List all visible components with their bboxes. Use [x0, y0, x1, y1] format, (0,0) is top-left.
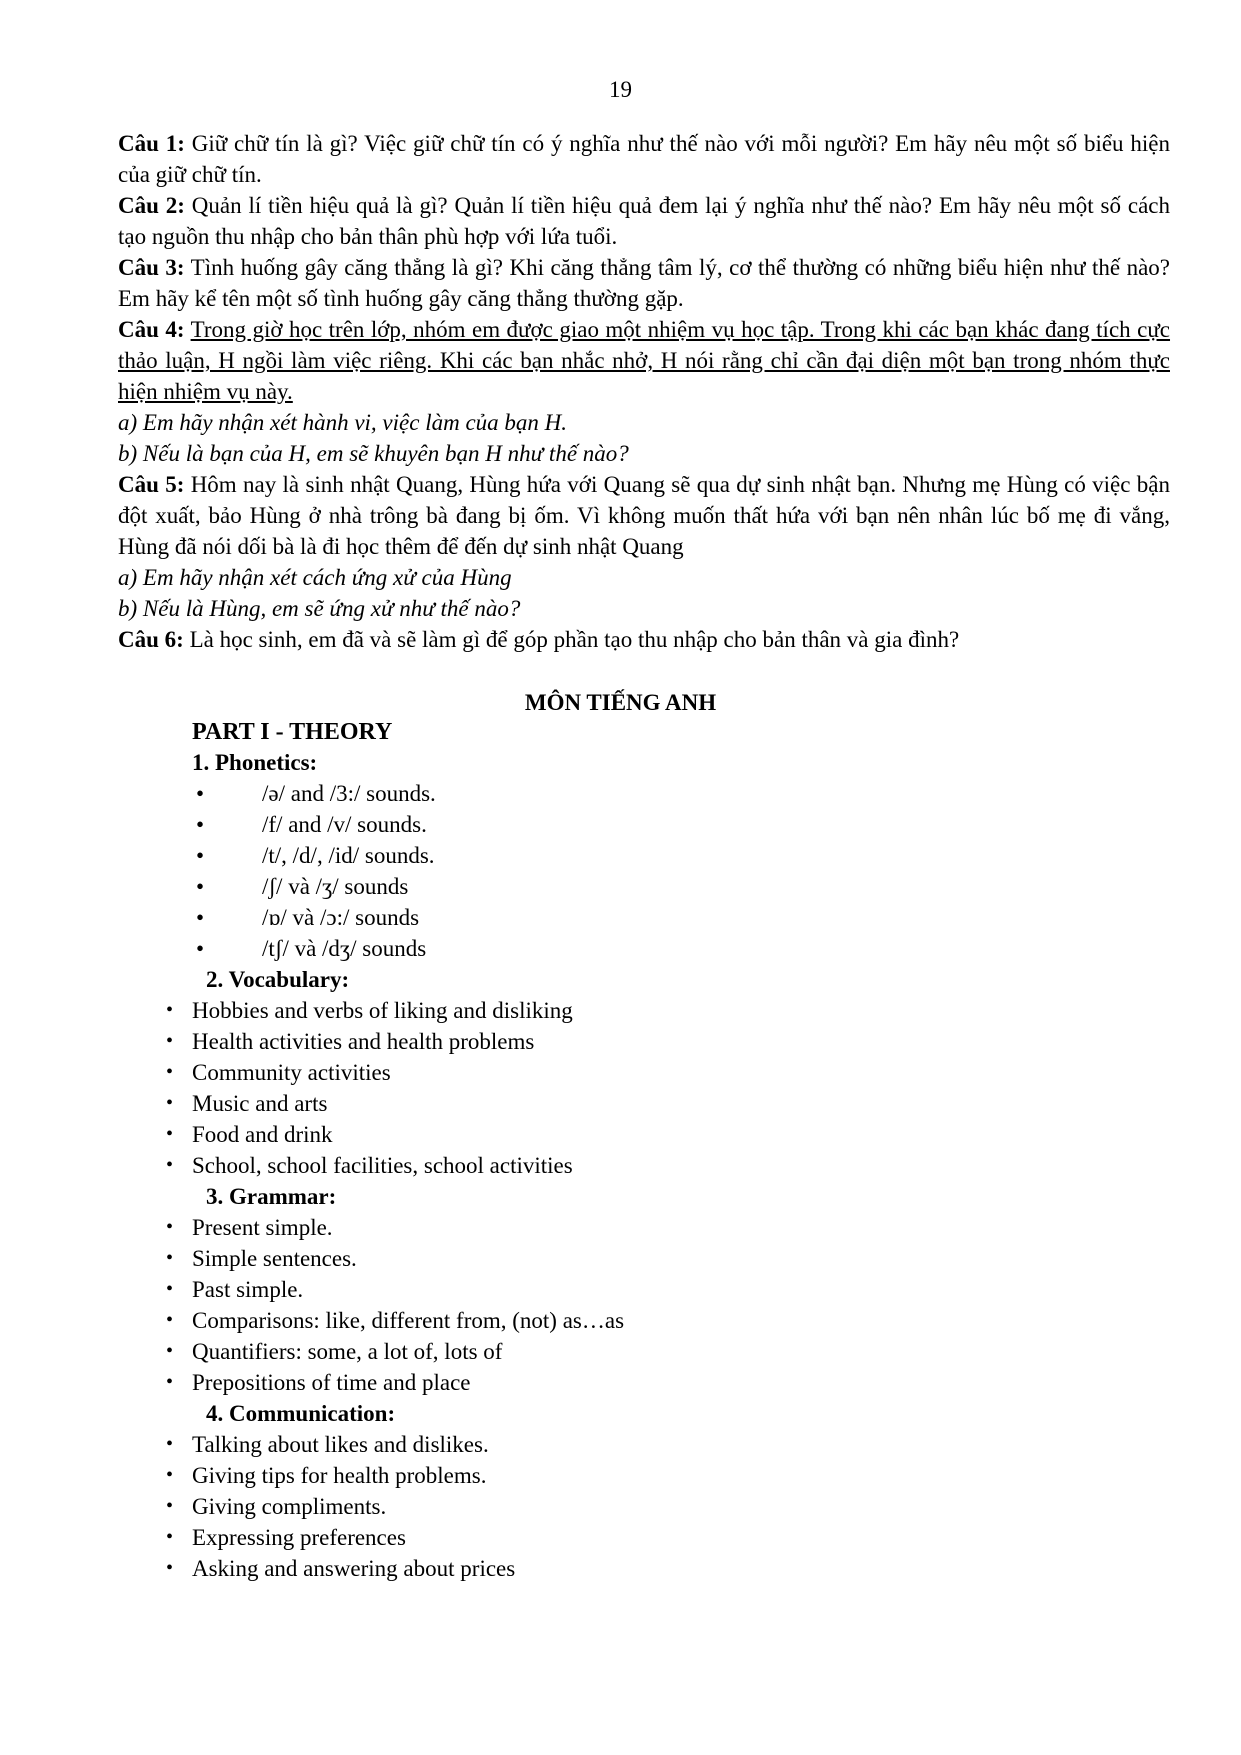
question-label: Câu 2:: [118, 193, 185, 218]
list-item-text: Community activities: [192, 1060, 391, 1085]
list-item-text: /f/ and /v/ sounds.: [262, 812, 427, 837]
bullet-icon: •: [196, 936, 205, 961]
bullet-icon: •: [166, 1123, 174, 1145]
bullet-icon: •: [166, 1216, 174, 1238]
bullet-icon: •: [166, 1154, 174, 1176]
question-label: Câu 6:: [118, 627, 184, 652]
bullet-icon: •: [166, 1340, 174, 1362]
list-item-text: Comparisons: like, different from, (not) as…as: [192, 1308, 625, 1333]
list-item-text: Present simple.: [192, 1215, 333, 1240]
question-6: [118, 624, 1170, 655]
question-text: Trong giờ học trên lớp, nhóm em được giao một nhiệm vụ học tập. Trong khi các bạn khác đang tích cực thảo luận, H ngồi làm việc riêng. Khi các bạn nhắc nhở, H nói rằng chỉ cần đại diện một bạn trong nhóm thực hiện nhiệm vụ này.: [118, 317, 1171, 404]
bullet-icon: •: [166, 1278, 174, 1300]
vocabulary-title: 2. Vocabulary:: [206, 967, 350, 992]
bullet-icon: •: [166, 1092, 174, 1114]
list-item-text: Health activities and health problems: [192, 1029, 535, 1054]
question-text: Quản lí tiền hiệu quả là gì? Quản lí tiền hiệu quả đem lại ý nghĩa như thế nào? Em hãy nêu một số cách tạo nguồn thu nhập cho bản thân phù hợp với lứa tuổi.: [118, 193, 1170, 249]
question-3: [118, 252, 1170, 314]
question-label: Câu 3:: [118, 255, 185, 280]
part-title: PART I - THEORY: [192, 719, 393, 745]
list-item-text: /t/, /d/, /id/ sounds.: [262, 843, 435, 868]
communication-title: 4. Communication:: [206, 1401, 396, 1426]
bullet-icon: •: [166, 1495, 174, 1517]
question-4-part-b: b) Nếu là bạn của H, em sẽ khuyên bạn H như thế nào?: [118, 441, 629, 466]
list-item-text: Expressing preferences: [192, 1525, 406, 1550]
list-item-text: Prepositions of time and place: [192, 1370, 471, 1395]
bullet-icon: •: [166, 1061, 174, 1083]
question-text: Là học sinh, em đã và sẽ làm gì để góp phần tạo thu nhập cho bản thân và gia đình?: [183, 627, 960, 652]
subject-title: MÔN TIẾNG ANH: [524, 690, 717, 715]
bullet-icon: •: [166, 1371, 174, 1393]
question-4-part-a: a) Em hãy nhận xét hành vi, việc làm của bạn H.: [118, 410, 568, 435]
phonetics-title: 1. Phonetics:: [192, 750, 318, 775]
question-5: [118, 469, 1170, 562]
list-item-text: /tʃ/ và /dʒ/ sounds: [262, 936, 427, 961]
list-item-text: School, school facilities, school activities: [192, 1153, 573, 1178]
list-item-text: Food and drink: [192, 1122, 333, 1147]
list-item-text: Asking and answering about prices: [192, 1556, 516, 1581]
grammar-title: 3. Grammar:: [206, 1184, 337, 1209]
question-text: Hôm nay là sinh nhật Quang, Hùng hứa với Quang sẽ qua dự sinh nhật bạn. Nhưng mẹ Hùng có việc bận đột xuất, bảo Hùng ở nhà trông bà đang bị ốm. Vì không muốn thất hứa với bạn nên nhân lúc bố mẹ đi vắng, Hùng đã nói dối bà là đi học thêm để đến dự sinh nhật Quang: [118, 472, 1170, 559]
list-item-text: Music and arts: [192, 1091, 328, 1116]
question-text: Giữ chữ tín là gì? Việc giữ chữ tín có ý nghĩa như thế nào với mỗi người? Em hãy nêu một số biểu hiện của giữ chữ tín.: [118, 131, 1170, 187]
bullet-icon: •: [196, 905, 205, 930]
list-item-text: Hobbies and verbs of liking and disliking: [192, 998, 573, 1023]
question-5-part-a: a) Em hãy nhận xét cách ứng xử của Hùng: [118, 565, 512, 590]
list-item-text: /ʃ/ và /ʒ/ sounds: [262, 874, 409, 899]
page-number: 19: [609, 77, 632, 102]
question-text: Tình huống gây căng thẳng là gì? Khi căng thẳng tâm lý, cơ thể thường có những biểu hiện như thế nào? Em hãy kể tên một số tình huống gây căng thẳng thường gặp.: [118, 255, 1170, 311]
bullet-icon: •: [166, 1309, 174, 1331]
list-item-text: Past simple.: [192, 1277, 304, 1302]
bullet-icon: •: [166, 1247, 174, 1269]
question-label: Câu 1:: [118, 131, 185, 156]
bullet-icon: •: [166, 1464, 174, 1486]
list-item-text: Quantifiers: some, a lot of, lots of: [192, 1339, 503, 1364]
bullet-icon: •: [166, 999, 174, 1021]
question-5-part-b: b) Nếu là Hùng, em sẽ ứng xử như thế nào?: [118, 596, 521, 621]
question-label: Câu 5:: [118, 472, 185, 497]
bullet-icon: •: [196, 812, 205, 837]
questions-section: [118, 128, 1170, 655]
bullet-icon: •: [166, 1526, 174, 1548]
list-item-text: Simple sentences.: [192, 1246, 357, 1271]
bullet-icon: •: [166, 1433, 174, 1455]
list-item-text: /ə/ and /3:/ sounds.: [262, 781, 436, 806]
bullet-icon: •: [196, 843, 205, 868]
list-item-text: /ɒ/ và /ɔ:/ sounds: [262, 905, 420, 930]
question-2: [118, 190, 1170, 252]
list-item-text: Giving compliments.: [192, 1494, 387, 1519]
bullet-icon: •: [166, 1557, 174, 1579]
list-item-text: Giving tips for health problems.: [192, 1463, 487, 1488]
question-label: Câu 4:: [118, 317, 185, 342]
question-1: [118, 128, 1170, 190]
question-4: [118, 314, 1170, 407]
list-item-text: Talking about likes and dislikes.: [192, 1432, 489, 1457]
bullet-icon: •: [196, 874, 205, 899]
bullet-icon: •: [166, 1030, 174, 1052]
bullet-icon: •: [196, 781, 205, 806]
